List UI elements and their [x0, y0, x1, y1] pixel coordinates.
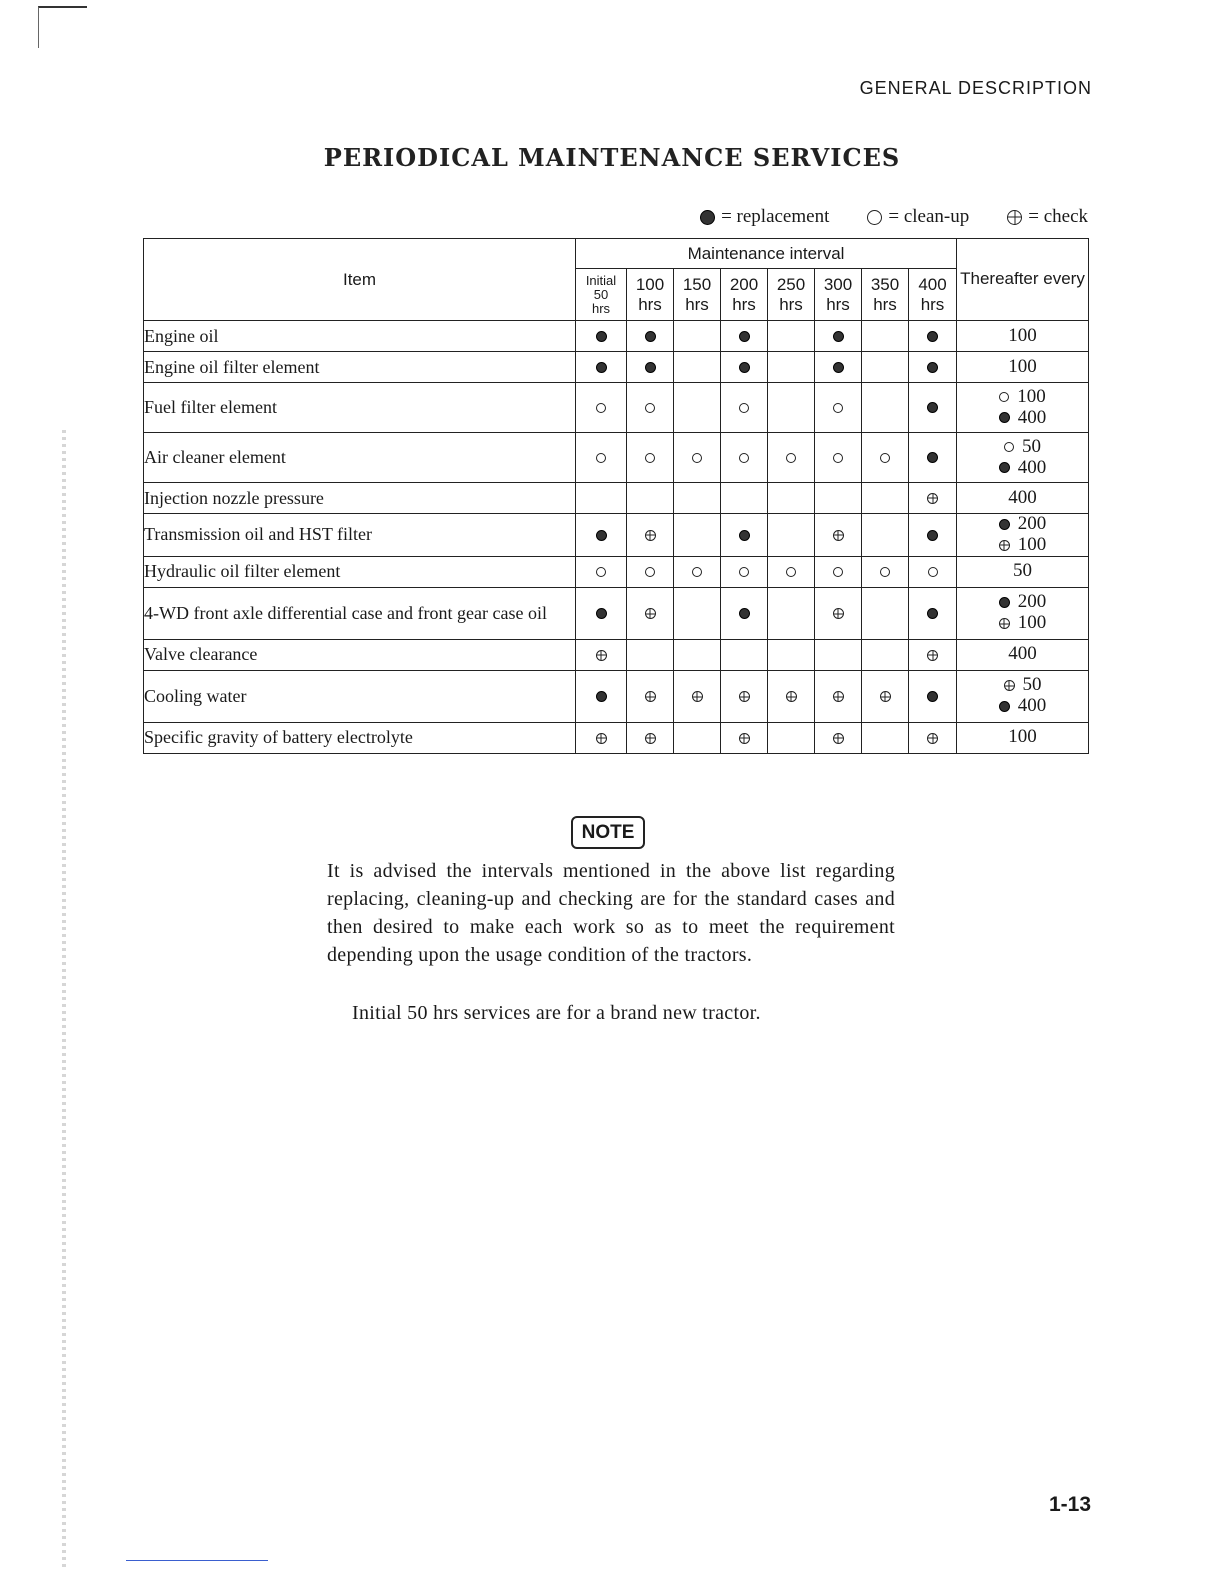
interval-cell	[627, 587, 674, 639]
check-icon	[833, 530, 844, 541]
interval-num: 100	[635, 275, 665, 295]
check-icon	[927, 493, 938, 504]
interval-cell	[721, 556, 768, 587]
interval-cell	[815, 556, 862, 587]
interval-cell	[768, 670, 815, 722]
clean-up-icon	[880, 453, 890, 463]
interval-cell	[627, 670, 674, 722]
interval-cell	[909, 670, 957, 722]
interval-header-cell	[815, 269, 862, 321]
thereafter-value: 50	[1022, 674, 1042, 696]
thereafter-cell	[957, 587, 1089, 639]
interval-cell	[768, 514, 815, 557]
interval-cell	[768, 587, 815, 639]
interval-unit: hrs	[685, 294, 709, 314]
item-name: Engine oil	[144, 321, 576, 352]
interval-num: 150	[682, 275, 712, 295]
clean-up-icon	[692, 567, 702, 577]
thereafter-value: 100	[1017, 533, 1047, 555]
check-icon	[739, 691, 750, 702]
interval-cell	[862, 483, 909, 514]
replacement-icon	[596, 530, 607, 541]
replacement-icon	[739, 331, 750, 342]
interval-cell	[721, 587, 768, 639]
item-name: Hydraulic oil filter element	[144, 556, 576, 587]
table-row	[144, 587, 1089, 639]
clean-up-icon	[739, 453, 749, 463]
interval-cell	[768, 639, 815, 670]
interval-cell	[768, 383, 815, 433]
footer-rule	[126, 1560, 268, 1561]
interval-cell	[815, 514, 862, 557]
interval-cell	[862, 514, 909, 557]
interval-unit: hrs	[638, 294, 662, 314]
interval-num: 250	[776, 275, 806, 295]
interval-cell	[815, 433, 862, 483]
thereafter-cell	[957, 433, 1089, 483]
interval-cell	[909, 433, 957, 483]
interval-cell	[576, 433, 627, 483]
interval-unit: hrs	[732, 294, 756, 314]
interval-cell	[674, 639, 721, 670]
interval-cell	[909, 556, 957, 587]
interval-header-cell	[627, 269, 674, 321]
interval-cell	[627, 352, 674, 383]
clean-up-icon	[739, 567, 749, 577]
thereafter-entry	[957, 613, 1088, 634]
check-icon	[645, 530, 656, 541]
check-icon	[927, 733, 938, 744]
thereafter-entry	[957, 387, 1088, 408]
interval-cell	[721, 722, 768, 753]
replacement-icon	[739, 608, 750, 619]
check-icon	[927, 650, 938, 661]
legend-clean-up	[867, 206, 969, 228]
replacement-icon	[739, 530, 750, 541]
item-name: Specific gravity of battery electrolyte	[144, 722, 576, 753]
check-icon	[1007, 210, 1022, 225]
replacement-icon	[927, 402, 938, 413]
interval-header-cell	[862, 269, 909, 321]
thereafter-entry	[957, 514, 1088, 535]
interval-cell	[815, 321, 862, 352]
table-row	[144, 556, 1089, 587]
thereafter-value: 400	[1008, 643, 1037, 665]
replacement-icon	[927, 608, 938, 619]
replacement-icon	[833, 331, 844, 342]
interval-cell	[627, 383, 674, 433]
interval-cell	[768, 722, 815, 753]
interval-cell	[674, 722, 721, 753]
interval-cell	[815, 483, 862, 514]
thereafter-value: 400	[1017, 456, 1047, 478]
interval-cell	[768, 352, 815, 383]
thereafter-value: 100	[1008, 355, 1037, 377]
thereafter-cell	[957, 639, 1089, 670]
interval-cell	[627, 722, 674, 753]
thereafter-cell	[957, 352, 1089, 383]
interval-cell	[674, 483, 721, 514]
interval-cell	[862, 639, 909, 670]
interval-cell	[862, 722, 909, 753]
thereafter-value: 100	[1017, 612, 1047, 634]
check-icon	[833, 691, 844, 702]
check-icon	[596, 733, 607, 744]
clean-up-icon	[692, 453, 702, 463]
interval-cell	[768, 483, 815, 514]
interval-cell	[576, 556, 627, 587]
table-row	[144, 321, 1089, 352]
interval-cell	[576, 639, 627, 670]
clean-up-icon	[867, 210, 882, 225]
check-icon	[786, 691, 797, 702]
interval-unit: hrs	[826, 294, 850, 314]
interval-cell	[576, 514, 627, 557]
interval-cell	[674, 587, 721, 639]
interval-unit: hrs	[779, 294, 803, 314]
replacement-icon	[739, 362, 750, 373]
clean-up-icon	[645, 403, 655, 413]
interval-cell	[909, 722, 957, 753]
interval-cell	[909, 352, 957, 383]
interval-cell	[674, 352, 721, 383]
thereafter-value: 100	[1008, 726, 1037, 748]
thereafter-header: Thereafter every	[957, 239, 1089, 321]
interval-cell	[815, 670, 862, 722]
clean-up-icon	[786, 453, 796, 463]
thereafter-entry	[957, 326, 1088, 347]
item-name: 4-WD front axle differential case and front gear case oil	[144, 587, 576, 639]
table-row	[144, 433, 1089, 483]
thereafter-cell	[957, 556, 1089, 587]
interval-cell	[721, 352, 768, 383]
replacement-icon	[596, 331, 607, 342]
interval-cell	[862, 670, 909, 722]
interval-cell	[721, 639, 768, 670]
table-row	[144, 383, 1089, 433]
interval-cell	[674, 433, 721, 483]
clean-up-icon	[645, 453, 655, 463]
thereafter-entry	[957, 488, 1088, 509]
clean-up-icon	[596, 567, 606, 577]
interval-cell	[862, 556, 909, 587]
interval-cell	[576, 722, 627, 753]
check-icon	[739, 733, 750, 744]
thereafter-value: 100	[1017, 385, 1046, 407]
check-icon	[645, 691, 656, 702]
binding-edge	[62, 430, 66, 1570]
interval-cell	[576, 483, 627, 514]
interval-cell	[768, 556, 815, 587]
interval-cell	[909, 321, 957, 352]
table-row	[144, 722, 1089, 753]
thereafter-entry	[957, 696, 1088, 717]
interval-cell	[674, 556, 721, 587]
interval-cell	[576, 321, 627, 352]
interval-cell	[576, 352, 627, 383]
item-name: Engine oil filter element	[144, 352, 576, 383]
note-badge: NOTE	[571, 816, 645, 849]
item-name: Fuel filter element	[144, 383, 576, 433]
check-icon	[645, 733, 656, 744]
table-row	[144, 670, 1089, 722]
interval-cell	[576, 670, 627, 722]
thereafter-cell	[957, 321, 1089, 352]
interval-cell	[815, 587, 862, 639]
interval-cell	[674, 383, 721, 433]
table-row	[144, 639, 1089, 670]
interval-num: 400	[918, 275, 947, 295]
replacement-icon	[833, 362, 844, 373]
check-icon	[880, 691, 891, 702]
interval-num: 300	[823, 275, 853, 295]
table-row	[144, 514, 1089, 557]
crop-mark	[38, 6, 87, 48]
clean-up-icon	[833, 567, 843, 577]
interval-header-cell	[674, 269, 721, 321]
thereafter-cell	[957, 722, 1089, 753]
interval-header-cell	[721, 269, 768, 321]
interval-cell	[721, 321, 768, 352]
interval-cell	[674, 670, 721, 722]
symbol-legend	[700, 206, 1088, 228]
check-icon	[645, 608, 656, 619]
interval-cell	[721, 670, 768, 722]
thereafter-entry	[957, 592, 1088, 613]
replacement-icon	[999, 597, 1010, 608]
interval-cell	[721, 514, 768, 557]
interval-cell	[721, 383, 768, 433]
interval-mid: 50	[593, 286, 609, 302]
interval-cell	[768, 321, 815, 352]
replacement-icon	[596, 608, 607, 619]
interval-cell	[627, 556, 674, 587]
table-row	[144, 483, 1089, 514]
replacement-icon	[927, 331, 938, 342]
interval-cell	[721, 433, 768, 483]
replacement-icon	[596, 691, 607, 702]
page-number: 1-13	[1048, 1493, 1091, 1516]
clean-up-icon	[880, 567, 890, 577]
legend-replacement	[700, 206, 829, 228]
interval-cell	[909, 639, 957, 670]
thereafter-entry	[957, 675, 1088, 696]
thereafter-entry	[957, 408, 1088, 429]
replacement-icon	[927, 691, 938, 702]
replacement-icon	[645, 331, 656, 342]
interval-cell	[862, 433, 909, 483]
interval-cell	[862, 321, 909, 352]
replacement-icon	[927, 362, 938, 373]
clean-up-icon	[739, 403, 749, 413]
legend-label: = clean-up	[888, 206, 970, 227]
interval-cell	[815, 722, 862, 753]
thereafter-entry	[957, 458, 1088, 479]
interval-num: Initial	[585, 273, 617, 289]
clean-up-icon	[596, 403, 606, 413]
interval-cell	[721, 483, 768, 514]
check-icon	[833, 608, 844, 619]
thereafter-value: 400	[1017, 695, 1047, 717]
replacement-icon	[645, 362, 656, 373]
check-icon	[833, 733, 844, 744]
clean-up-icon	[645, 567, 655, 577]
thereafter-value: 100	[1008, 324, 1037, 346]
thereafter-value: 50	[1022, 435, 1041, 457]
interval-cell	[909, 587, 957, 639]
replacement-icon	[927, 530, 938, 541]
interval-unit: hrs	[920, 294, 945, 314]
check-icon	[596, 650, 607, 661]
interval-num: 200	[729, 275, 759, 295]
thereafter-value: 200	[1017, 591, 1047, 613]
interval-cell	[909, 514, 957, 557]
thereafter-entry	[957, 357, 1088, 378]
interval-cell	[815, 383, 862, 433]
thereafter-entry	[957, 561, 1088, 582]
item-name: Cooling water	[144, 670, 576, 722]
interval-cell	[627, 514, 674, 557]
section-header: GENERAL DESCRIPTION	[859, 78, 1092, 98]
replacement-icon	[999, 462, 1010, 473]
thereafter-cell	[957, 514, 1089, 557]
interval-unit: hrs	[873, 294, 897, 314]
clean-up-icon	[596, 453, 606, 463]
item-header: Item	[144, 239, 576, 321]
interval-cell	[627, 321, 674, 352]
clean-up-icon	[786, 567, 796, 577]
maintenance-table	[143, 238, 1089, 754]
interval-header-cell	[768, 269, 815, 321]
page-title: PERIODICAL MAINTENANCE SERVICES	[323, 143, 901, 172]
clean-up-icon	[999, 392, 1009, 402]
item-name: Injection nozzle pressure	[144, 483, 576, 514]
clean-up-icon	[1004, 442, 1014, 452]
replacement-icon	[999, 701, 1010, 712]
item-name: Transmission oil and HST filter	[144, 514, 576, 557]
interval-cell	[815, 639, 862, 670]
interval-cell	[674, 321, 721, 352]
replacement-icon	[927, 452, 938, 463]
interval-cell	[862, 352, 909, 383]
clean-up-icon	[833, 403, 843, 413]
check-icon	[692, 691, 703, 702]
thereafter-entry	[957, 644, 1088, 665]
thereafter-entry	[957, 437, 1088, 458]
interval-cell	[909, 383, 957, 433]
replacement-icon	[999, 412, 1010, 423]
interval-header-cell	[576, 269, 627, 321]
interval-cell	[627, 483, 674, 514]
thereafter-value: 400	[1008, 486, 1037, 508]
replacement-icon	[700, 210, 715, 225]
thereafter-cell	[957, 483, 1089, 514]
interval-cell	[627, 639, 674, 670]
interval-cell	[627, 433, 674, 483]
interval-cell	[815, 352, 862, 383]
legend-check	[1007, 206, 1088, 228]
interval-cell	[862, 383, 909, 433]
thereafter-value: 400	[1017, 406, 1047, 428]
legend-label: = check	[1028, 206, 1088, 227]
interval-header-cell	[909, 269, 957, 321]
interval-num: 350	[870, 275, 900, 295]
thereafter-cell	[957, 383, 1089, 433]
clean-up-icon	[928, 567, 938, 577]
interval-cell	[862, 587, 909, 639]
table-row	[144, 352, 1089, 383]
item-name: Air cleaner element	[144, 433, 576, 483]
interval-cell	[768, 433, 815, 483]
thereafter-value: 200	[1017, 513, 1047, 534]
interval-cell	[576, 383, 627, 433]
replacement-icon	[596, 362, 607, 373]
thereafter-value: 50	[1013, 560, 1032, 582]
check-icon	[1004, 680, 1015, 691]
interval-unit: hrs	[591, 300, 611, 316]
legend-label: = replacement	[721, 206, 830, 227]
thereafter-entry	[957, 535, 1088, 556]
note-paragraph-initial: Initial 50 hrs services are for a brand new tractor.	[352, 1002, 761, 1024]
thereafter-cell	[957, 670, 1089, 722]
interval-cell	[576, 587, 627, 639]
check-icon	[999, 618, 1010, 629]
note-paragraph: It is advised the intervals mentioned in the above list regarding replacing, cleaning-up and checking are for the standard cases and then desired to make each work so as to meet the requirement depending upon the usage condition of the tractors.	[327, 860, 895, 966]
interval-cell	[674, 514, 721, 557]
check-icon	[999, 540, 1010, 551]
item-name: Valve clearance	[144, 639, 576, 670]
replacement-icon	[999, 519, 1010, 530]
interval-header: Maintenance interval	[576, 239, 957, 269]
interval-cell	[909, 483, 957, 514]
clean-up-icon	[833, 453, 843, 463]
thereafter-entry	[957, 727, 1088, 748]
